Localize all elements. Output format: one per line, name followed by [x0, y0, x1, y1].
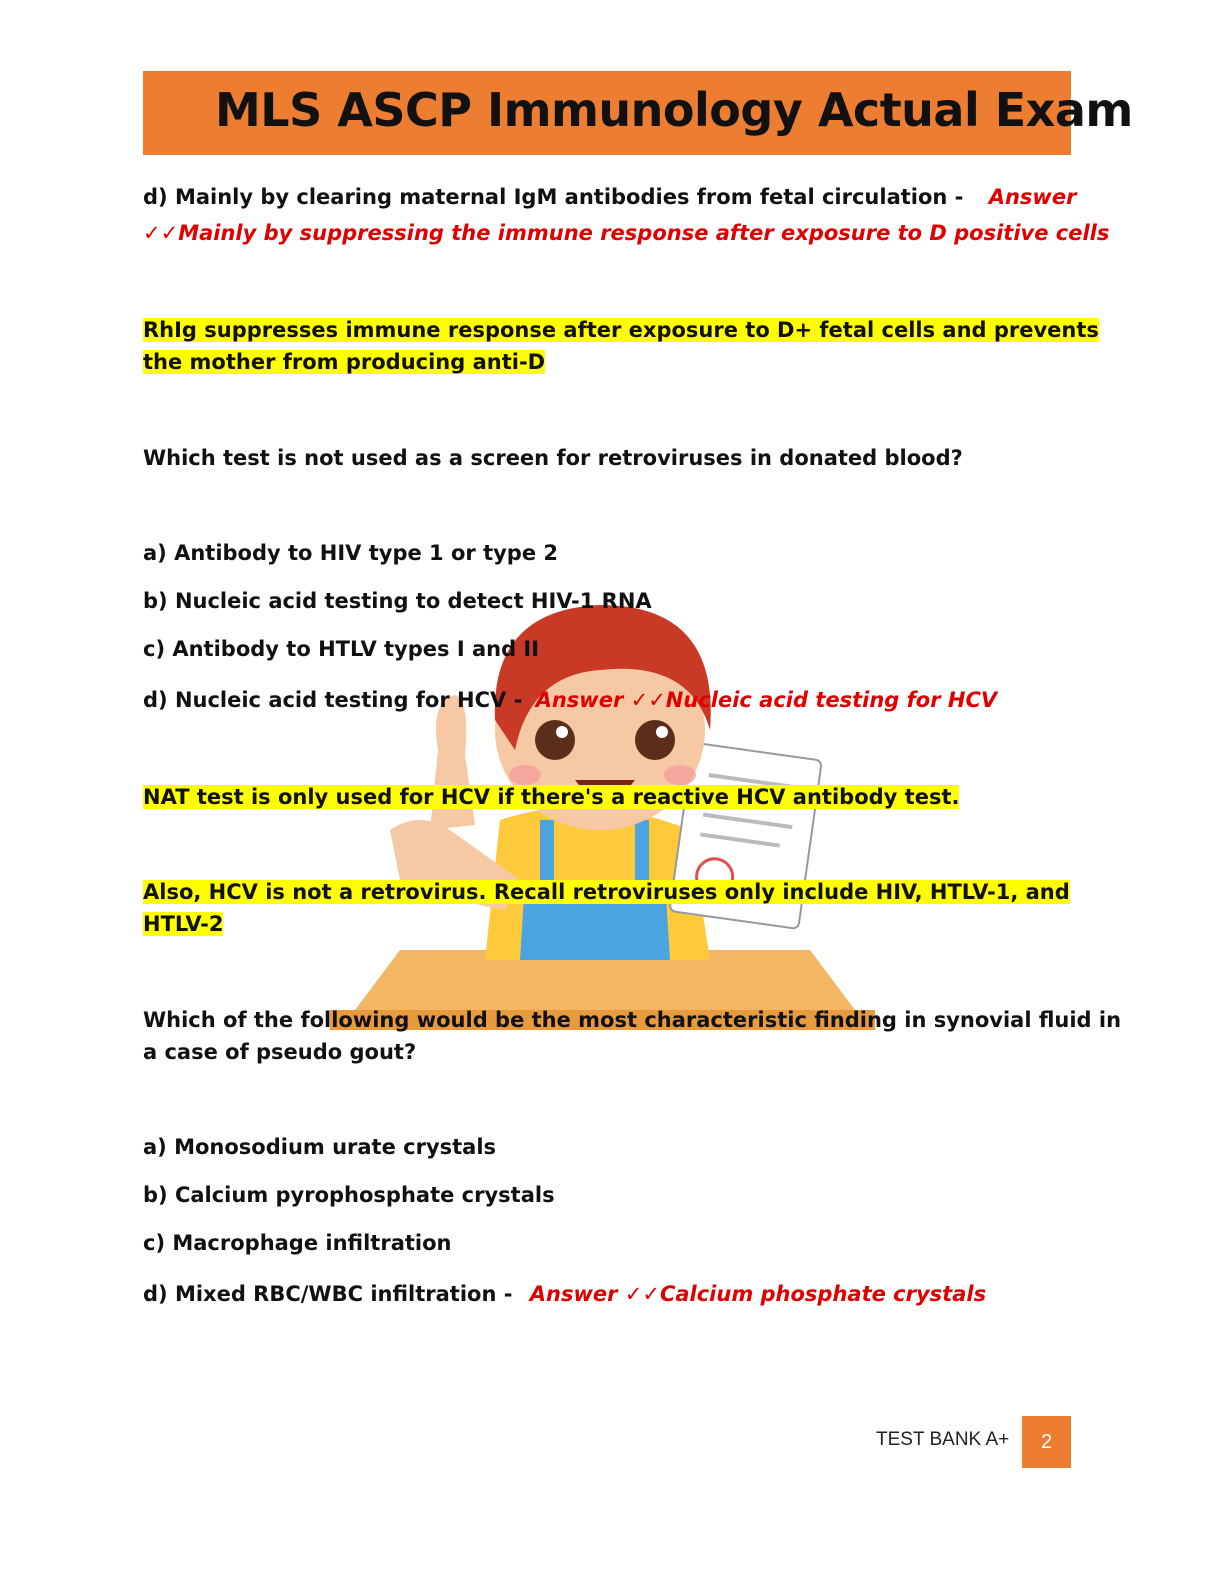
- q3-option-a: a) Monosodium urate crystals: [143, 1135, 497, 1159]
- q2-option-d-text: d) Nucleic acid testing for HCV -: [143, 688, 530, 712]
- q1-note-line1: [143, 314, 1099, 346]
- q3-option-b: b) Calcium pyrophosphate crystals: [143, 1183, 555, 1207]
- q2-note1-text: NAT test is only used for HCV if there's a reactive HCV antibody test.: [143, 785, 960, 809]
- q1-note-line1-text: RhIg suppresses immune response after exposure to D+ fetal cells and prevents: [143, 318, 1099, 342]
- q2-note2-line2: [143, 908, 223, 940]
- footer-label: TEST BANK A+: [876, 1429, 1010, 1450]
- q2-answer: Answer ✓✓Nucleic acid testing for HCV: [535, 688, 998, 712]
- q2-option-c: c) Antibody to HTLV types I and II: [143, 637, 540, 661]
- q1-option-d: [143, 181, 1076, 213]
- page-title: MLS ASCP Immunology Actual Exam: [215, 83, 1133, 137]
- q1-note-line2: [143, 346, 545, 378]
- q2-option-d: [143, 684, 997, 716]
- q2-note1: [143, 781, 959, 813]
- q3-answer: Answer ✓✓Calcium phosphate crystals: [529, 1282, 987, 1306]
- q1-option-d-text: d) Mainly by clearing maternal IgM antibodies from fetal circulation -: [143, 185, 971, 209]
- q3-question-line2: a case of pseudo gout?: [143, 1040, 417, 1064]
- q3-option-c: c) Macrophage infiltration: [143, 1231, 452, 1255]
- q3-question-line1: Which of the following would be the most characteristic finding in synovial fluid in: [143, 1008, 1122, 1032]
- page-number: 2: [1022, 1416, 1071, 1468]
- q1-answer-text: ✓✓Mainly by suppressing the immune response after exposure to D positive cells: [143, 221, 1110, 245]
- page-header-banner: [143, 71, 1133, 155]
- q3-option-d-text: d) Mixed RBC/WBC infiltration -: [143, 1282, 520, 1306]
- q2-option-a: a) Antibody to HIV type 1 or type 2: [143, 541, 558, 565]
- q1-answer-label: Answer: [988, 185, 1077, 209]
- q3-option-d: [143, 1278, 986, 1310]
- q2-note2-line1-text: Also, HCV is not a retrovirus. Recall retroviruses only include HIV, HTLV-1, and: [143, 880, 1070, 904]
- q2-note2-line1: [143, 876, 1070, 908]
- q1-note-line2-text: the mother from producing anti-D: [143, 350, 546, 374]
- q2-note2-line2-text: HTLV-2: [143, 912, 224, 936]
- q2-option-b: b) Nucleic acid testing to detect HIV-1 RNA: [143, 589, 652, 613]
- q2-question: Which test is not used as a screen for retroviruses in donated blood?: [143, 446, 963, 470]
